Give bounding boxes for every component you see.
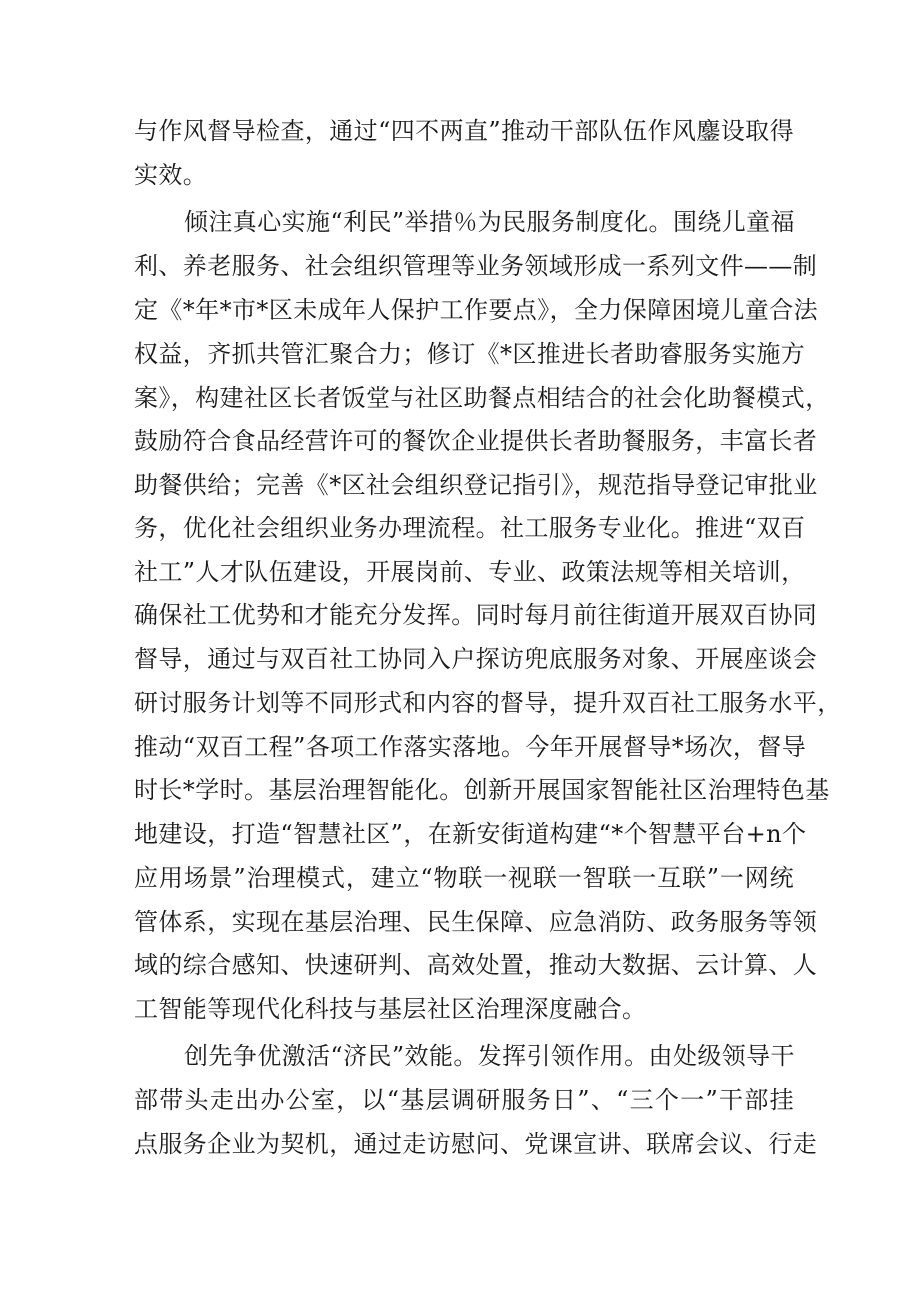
text-line: 确保社工优势和才能充分发挥。同时每月前往街道开展双百协同 (134, 601, 818, 629)
text-line: 实效。 (134, 161, 208, 189)
text-line: 管体系，实现在基层治理、民生保障、应急消防、政务服务等领 (134, 908, 818, 936)
text-line: 利、养老服务、社会组织管理等业务领域形成一系列文件——制 (134, 252, 818, 280)
paragraph-start-line: 倾注真心实施“利民”举措％为民服务制度化。围绕儿童福 (184, 208, 795, 236)
text-line: 助餐供给；完善《*区社会组织登记指引》，规范指导登记审批业 (134, 471, 818, 499)
text-line: 域的综合感知、快速研判、高效处置，推动大数据、云计算、人 (134, 951, 818, 979)
text-line: 应用场景”治理模式，建立“物联一视联一智联一互联”一网统 (134, 864, 794, 892)
text-line: 部带头走出办公室，以“基层调研服务日”、“三个一”干部挂 (134, 1086, 794, 1114)
paragraph-start-line: 创先争优激活“济民”效能。发挥引领作用。由处级领导干 (184, 1042, 795, 1070)
text-line: 工智能等现代化科技与基层社区治理深度融合。 (134, 995, 647, 1023)
text-line: 督导，通过与双百社工协同入户探访兜底服务对象、开展座谈会 (134, 645, 818, 673)
text-line: 地建设，打造“智慧社区”，在新安街道构建“*个智慧平台+n个 (134, 820, 807, 848)
text-line: 案》，构建社区长者饭堂与社区助餐点相结合的社会化助餐模式， (134, 384, 830, 412)
text-line: 推动“双百工程”各项工作落实落地。今年开展督导*场次，督导 (134, 733, 807, 761)
text-line: 务，优化社会组织业务办理流程。社工服务专业化。推进“双百 (134, 514, 806, 542)
text-line: 权益，齐抓共管汇聚合力；修订《*区推进长者助睿服务实施方 (134, 340, 806, 368)
text-line: 研讨服务计划等不同形式和内容的督导，提升双百社工服务水平， (134, 689, 842, 717)
text-line: 与作风督导检查，通过“四不两直”推动干部队伍作风鏖设取得 (134, 117, 794, 145)
text-line: 点服务企业为契机，通过走访慰问、党课宣讲、联席会议、行走 (134, 1130, 818, 1158)
text-line: 社工”人才队伍建设，开展岗前、专业、政策法规等相关培训， (134, 558, 806, 586)
text-line: 定《*年*市*区未成年人保护工作要点》，全力保障困境儿童合法 (134, 296, 818, 324)
text-line: 时长*学时。基层治理智能化。创新开展国家智能社区治理特色基 (134, 776, 830, 804)
text-line: 鼓励符合食品经营许可的餐饮企业提供长者助餐服务，丰富长者 (134, 427, 818, 455)
